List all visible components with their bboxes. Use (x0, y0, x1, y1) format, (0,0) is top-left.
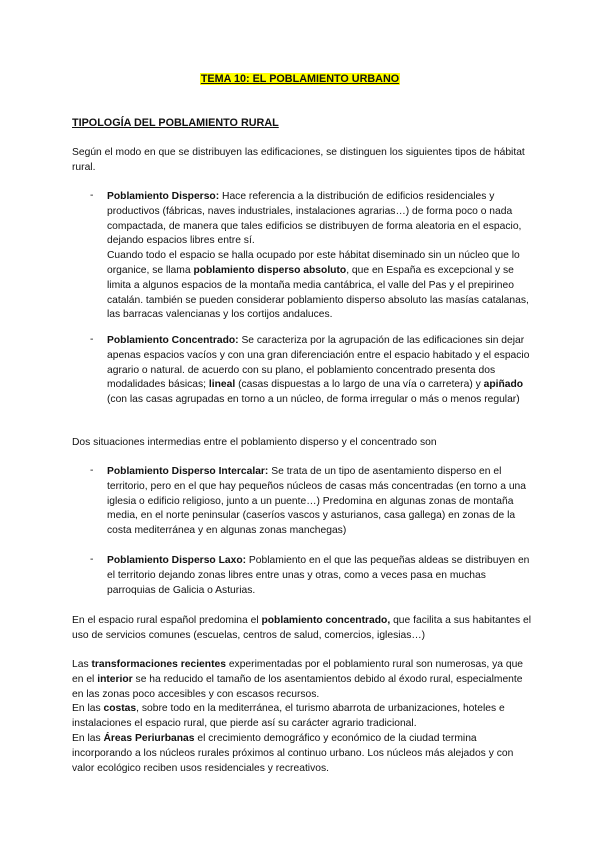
spain-paragraph (72, 614, 532, 644)
list-item-text (107, 190, 535, 323)
transition-paragraph (72, 436, 532, 451)
title-block (0, 73, 600, 85)
transform-p3-pre: En las (72, 732, 104, 744)
term-laxo: Poblamiento Disperso Laxo: (107, 555, 247, 566)
bullet: - (90, 554, 94, 565)
list-item-text (107, 554, 535, 598)
intro-paragraph (72, 146, 532, 176)
transform-p3-post: el crecimiento demográfico y económico de la ciudad termina incorporando a los núcleos rurales próximos al continuo urbano. Los núcleos más alejados y con valor ecológico reciben usos residenciales y recreativos. (72, 732, 514, 774)
transform-p2-post: , sobre todo en la mediterránea, el turismo abarrota de urbanizaciones, hoteles e instalaciones el espacio rural, que pierde así su carácter agrario tradicional. (72, 703, 505, 730)
text-lineal: (casas dispuestas a lo largo de una vía o carretera) y (235, 379, 484, 391)
transform-term: transformaciones recientes (91, 659, 226, 670)
text-concentrado: Se caracteriza por la agrupación de las edificaciones sin dejar apenas espacios vacíos y con una gran diferenciación entre el espacio habitado y el espacio agrario o natural. de acuerdo con su plano, el poblamiento concentrado presenta dos modalidades básicas; (107, 335, 530, 391)
transform-p1-post: se ha reducido el tamaño de los asentamientos debido al éxodo rural, especialmente en las zonas poco accesibles y con escasos recursos. (72, 673, 523, 700)
interior-term: interior (97, 673, 133, 685)
text-apinado: (con las casas agrupadas en torno a un núcleo, de forma irregular o más o menos regular) (107, 394, 520, 406)
periurbanas-term: Áreas Periurbanas (103, 732, 195, 744)
text-intercalar: Se trata de un tipo de asentamiento disperso en el territorio, pero en el que hay pequeños núcleos de casas más concentradas (en torno a una iglesia o edificio religioso, junto a un puente…) Predomina en algunas zonas de montaña media, en el norte peninsular (caseríos vascos y asturianos, casa gallega) en zonas de la costa mediterránea y en algunas zonas manchegas) (107, 466, 527, 537)
term-disperso-absoluto: poblamiento disperso absoluto (193, 264, 347, 276)
spain-post: que facilita a sus habitantes el uso de servicios comunes (escuelas, centros de salud, comercios, iglesias…) (72, 615, 532, 641)
term-apinado: apiñado (483, 379, 524, 391)
text-disperso: Hace referencia a la distribución de edificios residenciales y productivos (fábricas, naves industriales, instalaciones agrarias…) de forma poco o nada compactada, de manera que tales edificios se distribuyen de forma aleatoria en el espacio, dejando espacios libres entre sí. (107, 191, 522, 247)
transition-text: Dos situaciones intermedias entre el poblamiento disperso y el concentrado son (72, 437, 437, 448)
list-item-laxo (90, 554, 535, 598)
text-disperso-absoluto-post: , que en España es excepcional y se limita a algunos espacios de la montaña media cantábrica, el valle del Pas y el prepirineo catalán. también se pueden considerar poblamiento disperso absoluto las masías catalanas, las barracas valencianas y los cortijos andaluces. (107, 264, 529, 321)
spain-pre: En el espacio rural español predomina el (72, 615, 262, 626)
term-concentrado: Poblamiento Concentrado: (107, 335, 239, 346)
list-item-concentrado (90, 334, 535, 408)
spain-term: poblamiento concentrado, (261, 615, 391, 626)
text-laxo: Poblamiento en el que las pequeñas aldeas se distribuyen en el territorio dejando zonas libres entre unas y otras, como a veces pasa en muchas parroquias de Galicia o Asturias. (107, 555, 530, 596)
term-intercalar: Poblamiento Disperso Intercalar: (107, 466, 269, 477)
term-lineal: lineal (208, 379, 236, 391)
list-item-text (107, 334, 535, 408)
intro-text: Según el modo en que se distribuyen las edificaciones, se distinguen los siguientes tipos de hábitat rural. (72, 147, 525, 173)
bullet: - (90, 334, 94, 345)
text-disperso-absoluto-pre: Cuando todo el espacio se halla ocupado por este hábitat diseminado sin un núcleo que lo organice, se llama (107, 250, 520, 276)
term-disperso: Poblamiento Disperso: (107, 191, 220, 202)
list-item-intercalar (90, 465, 535, 539)
bullet: - (90, 190, 94, 201)
bullet: - (90, 465, 94, 476)
section-heading: TIPOLOGÍA DEL POBLAMIENTO RURAL (72, 117, 279, 129)
list-item-text (107, 465, 535, 539)
page-title: TEMA 10: EL POBLAMIENTO URBANO (200, 73, 400, 85)
transform-p2-pre: En las (72, 703, 104, 715)
costas-term: costas (103, 703, 137, 715)
transform-p1-pre: Las (72, 659, 92, 670)
list-item-disperso (90, 190, 535, 323)
transformations-paragraph (72, 658, 532, 776)
transform-p1-mid: experimentadas por el poblamiento rural son numerosas, ya que en el (72, 659, 524, 685)
